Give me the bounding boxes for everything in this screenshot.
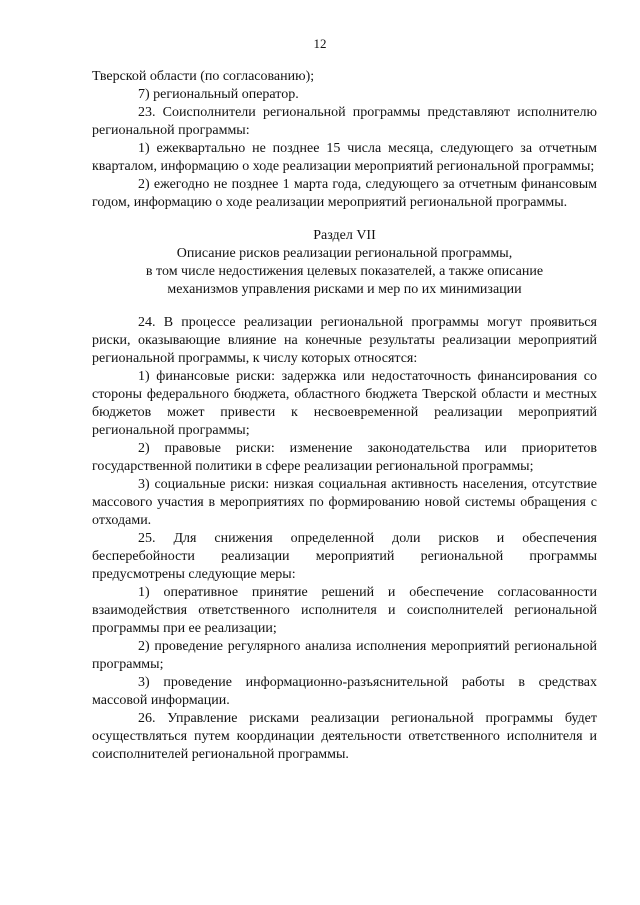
list-item: 2) ежегодно не позднее 1 марта года, следующего за отчетным финансовым годом, информацию о ходе реализации мероприятий региональной программы. (92, 177, 597, 210)
paragraph-24: 24. В процессе реализации региональной программы могут проявиться риски, оказывающие влияние на конечные результаты реализации мероприятий региональной программы, к числу которых относятся: (92, 315, 597, 366)
section-title-line: механизмов управления рисками и мер по их минимизации (167, 282, 522, 297)
list-item: 1) ежеквартально не позднее 15 числа месяца, следующего за отчетным кварталом, информацию о ходе реализации мероприятий региональной программы; (92, 141, 597, 174)
section-heading: Раздел VII (313, 228, 376, 243)
section-title-line: в том числе недостижения целевых показателей, а также описание (145, 264, 544, 279)
list-item: 1) оперативное принятие решений и обеспечение согласованности взаимодействия ответственного исполнителя и соисполнителей региональной программы при ее реализации; (92, 585, 597, 636)
document-body (92, 68, 597, 764)
list-item: 7) региональный оператор. (138, 87, 299, 102)
list-item: 2) проведение регулярного анализа исполнения мероприятий региональной программы; (92, 639, 597, 672)
list-item: 3) проведение информационно-разъяснительной работы в средствах массовой информации. (92, 675, 597, 708)
list-item: 3) социальные риски: низкая социальная активность населения, отсутствие массового участия в мероприятиях по формированию новой системы обращения с отходами. (92, 477, 597, 528)
section-spacer (92, 299, 597, 314)
paragraph-23: 23. Соисполнители региональной программы представляют исполнителю региональной программы: (92, 105, 597, 138)
paragraph-25: 25. Для снижения определенной доли рисков и обеспечения бесперебойности реализации мероприятий региональной программы предусмотрены следующие меры: (92, 531, 597, 582)
paragraph-26: 26. Управление рисками реализации региональной программы будет осуществляться путем координации деятельности ответственного исполнителя и соисполнителей региональной программы. (92, 711, 597, 762)
list-item: 2) правовые риски: изменение законодательства или приоритетов государственной политики в сфере реализации региональной программы; (92, 441, 597, 474)
page-number: 12 (313, 36, 327, 51)
continuation-line: Тверской области (по согласованию); (92, 69, 315, 84)
list-item: 1) финансовые риски: задержка или недостаточность финансирования со стороны федерального бюджета, областного бюджета Тверской области и местных бюджетов может привести к несвоевременной реализации мероприятий региональной программы; (92, 369, 597, 438)
section-title-line: Описание рисков реализации региональной программы, (176, 246, 513, 261)
